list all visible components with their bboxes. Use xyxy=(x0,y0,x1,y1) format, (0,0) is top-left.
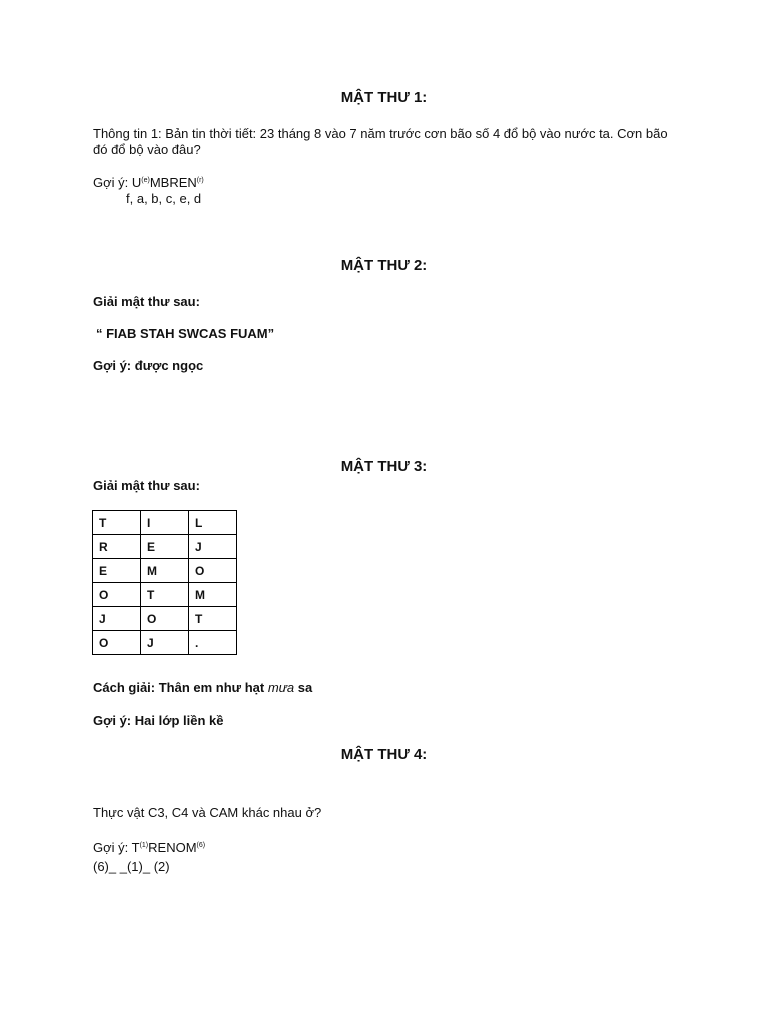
puzzle4-title: MẬT THƯ 4: xyxy=(340,746,428,763)
puzzle4-pattern: (6)_ _(1)_ (2) xyxy=(93,859,170,874)
grid-row xyxy=(93,559,237,583)
puzzle3-method xyxy=(93,680,312,695)
puzzle3-instruction: Giải mật thư sau: xyxy=(93,478,200,493)
grid-cell: J xyxy=(189,535,237,559)
puzzle4-hint-label: Gợi ý: T xyxy=(93,840,140,855)
puzzle1-info-line2: đó đổ bộ vào đâu? xyxy=(93,142,201,157)
grid-cell: T xyxy=(189,607,237,631)
puzzle2-cipher: “ FIAB STAH SWCAS FUAM” xyxy=(96,326,275,341)
grid-cell: . xyxy=(189,631,237,655)
grid-cell: O xyxy=(189,559,237,583)
puzzle1-hint xyxy=(93,175,204,190)
grid-cell: E xyxy=(141,535,189,559)
grid-cell: I xyxy=(141,511,189,535)
puzzle2-title: MẬT THƯ 2: xyxy=(340,257,428,274)
grid-cell: O xyxy=(141,607,189,631)
grid-row xyxy=(93,583,237,607)
puzzle4-question: Thực vật C3, C4 và CAM khác nhau ở? xyxy=(93,805,322,820)
puzzle1-hint-label: Gợi ý: U xyxy=(93,175,142,190)
grid-cell: T xyxy=(93,511,141,535)
grid-row xyxy=(93,631,237,655)
grid-cell: M xyxy=(189,583,237,607)
puzzle3-hint: Gợi ý: Hai lớp liền kề xyxy=(93,713,224,728)
grid-cell: J xyxy=(141,631,189,655)
puzzle1-hint-word: MBREN xyxy=(149,175,197,190)
puzzle3-method-suffix: sa xyxy=(294,680,313,695)
puzzle3-title: MẬT THƯ 3: xyxy=(340,458,428,475)
grid-cell: T xyxy=(141,583,189,607)
grid-cell: M xyxy=(141,559,189,583)
puzzle2-hint: Gợi ý: được ngọc xyxy=(93,358,204,373)
puzzle2-instruction: Giải mật thư sau: xyxy=(93,294,200,309)
puzzle4-hint-sup1: (1) xyxy=(139,842,149,849)
puzzle4-hint xyxy=(93,840,205,855)
grid-row xyxy=(93,535,237,559)
grid-cell: R xyxy=(93,535,141,559)
puzzle1-hint-sup1: (e) xyxy=(141,177,150,184)
grid-cell: O xyxy=(93,631,141,655)
grid-cell: L xyxy=(189,511,237,535)
puzzle4-hint-word: RENOM xyxy=(148,840,197,855)
grid-row xyxy=(93,607,237,631)
grid-cell: J xyxy=(93,607,141,631)
puzzle1-title: MẬT THƯ 1: xyxy=(340,89,428,106)
grid-cell: O xyxy=(93,583,141,607)
puzzle3-method-italic: mưa xyxy=(267,680,295,695)
puzzle1-info-line1: Thông tin 1: Bản tin thời tiết: 23 tháng 8 vào 7 năm trước cơn bão số 4 đổ bộ vào nước ta. Cơn bão xyxy=(93,126,668,141)
grid-row xyxy=(93,511,237,535)
puzzle3-cipher-grid xyxy=(92,510,237,655)
puzzle1-hint-sup2: (r) xyxy=(196,177,204,184)
puzzle4-hint-sup2: (6) xyxy=(196,842,206,849)
grid-cell: E xyxy=(93,559,141,583)
puzzle3-method-prefix: Cách giải: Thân em như hạt xyxy=(93,680,268,695)
puzzle1-hint-letters: f, a, b, c, e, d xyxy=(126,191,202,206)
